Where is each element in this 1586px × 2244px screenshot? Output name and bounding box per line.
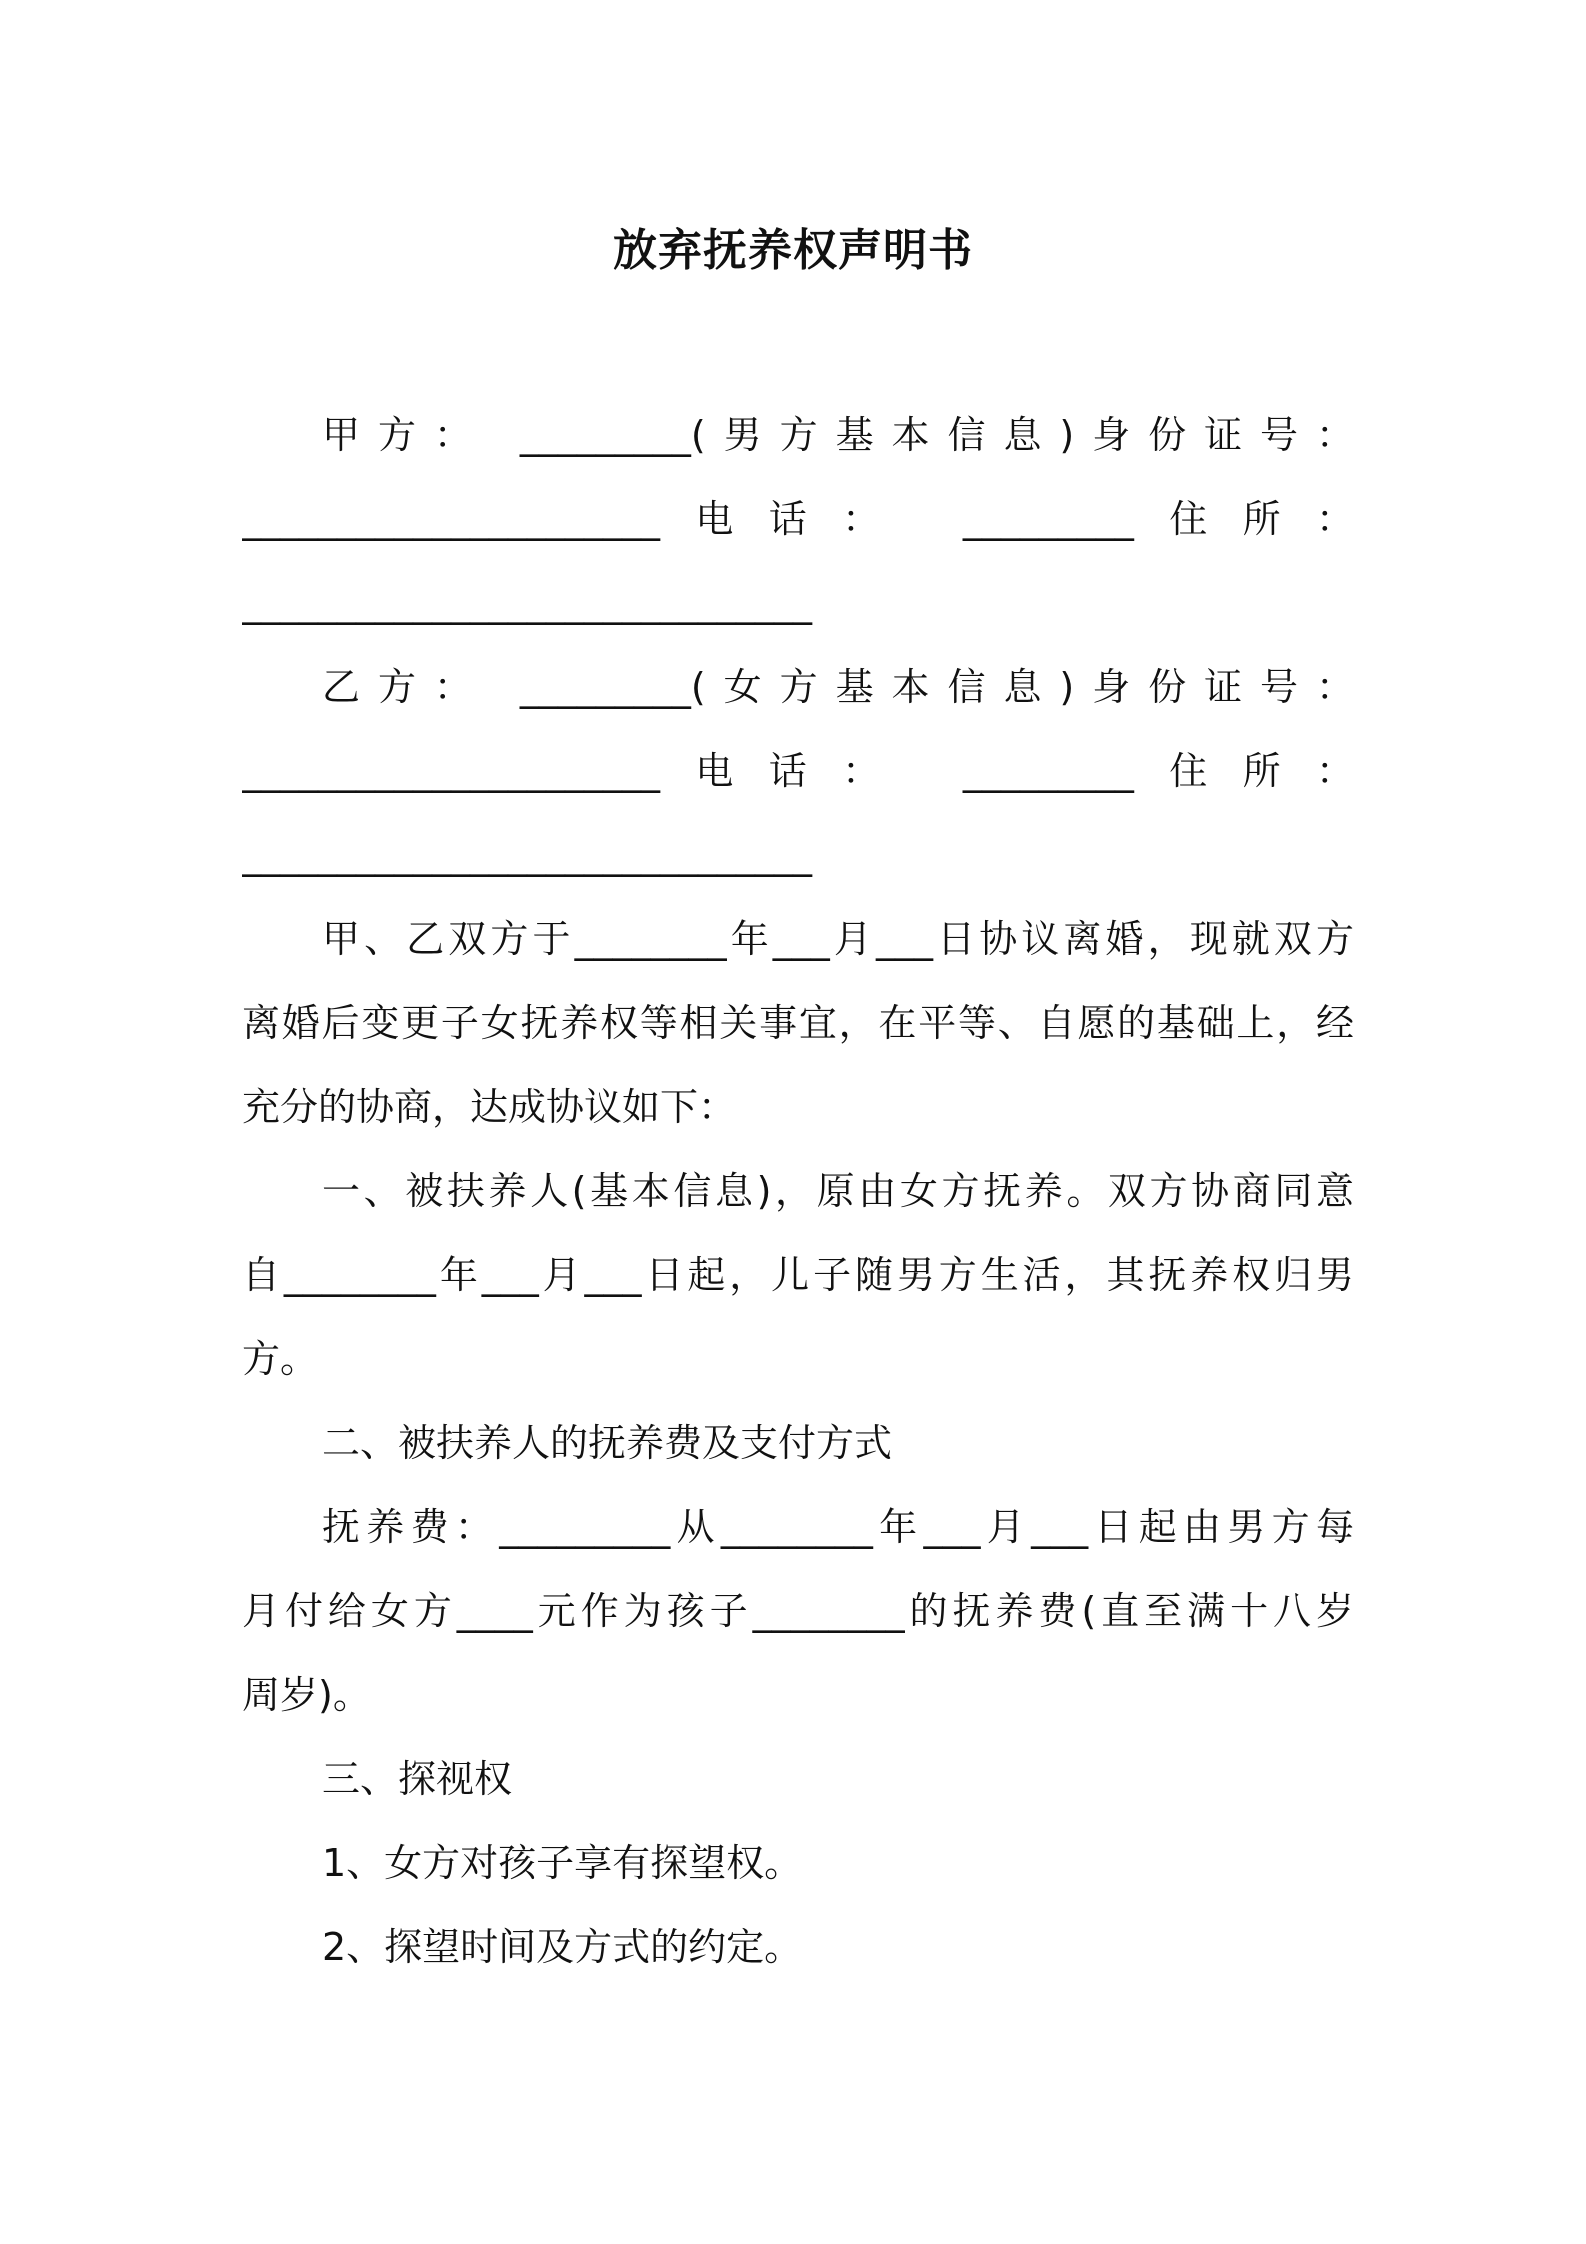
clause-3-item-1: 1、女方对孩子享有探望权。 bbox=[322, 1841, 803, 1885]
party-a-line-3: ______________________________ bbox=[242, 581, 812, 625]
party-b-line-1: 乙方： _________(女方基本信息)身份证号： bbox=[322, 665, 1354, 709]
party-b-line-3: ______________________________ bbox=[242, 833, 812, 877]
intro-line-2: 离婚后变更子女抚养权等相关事宜，在平等、自愿的基础上，经 bbox=[242, 1001, 1354, 1045]
party-a-line-1: 甲方： _________(男方基本信息)身份证号： bbox=[322, 413, 1354, 457]
clause-1-line-1: 一、被扶养人(基本信息)，原由女方抚养。双方协商同意 bbox=[322, 1169, 1354, 1213]
clause-1-line-2: 自________年___月___日起，儿子随男方生活，其抚养权归男 bbox=[242, 1253, 1354, 1297]
clause-3-item-2: 2、探望时间及方式的约定。 bbox=[322, 1925, 803, 1969]
intro-line-1: 甲、乙双方于________年___月___日协议离婚，现就双方 bbox=[322, 917, 1354, 961]
party-a-line-2: ______________________电话： _________住所： bbox=[242, 497, 1354, 541]
clause-1-line-3: 方。 bbox=[242, 1337, 319, 1381]
clause-3-heading: 三、探视权 bbox=[322, 1757, 513, 1801]
clause-2-heading: 二、被扶养人的抚养费及支付方式 bbox=[322, 1421, 893, 1465]
party-b-line-2: ______________________电话： _________住所： bbox=[242, 749, 1354, 793]
document-title: 放弃抚养权声明书 bbox=[613, 225, 973, 276]
clause-2-line-2: 月付给女方____元作为孩子________的抚养费(直至满十八岁 bbox=[242, 1589, 1354, 1633]
intro-line-3: 充分的协商，达成协议如下： bbox=[242, 1085, 737, 1129]
clause-2-line-3: 周岁)。 bbox=[242, 1673, 371, 1717]
clause-2-line-1: 抚养费：_________从________年___月___日起由男方每 bbox=[322, 1505, 1354, 1549]
